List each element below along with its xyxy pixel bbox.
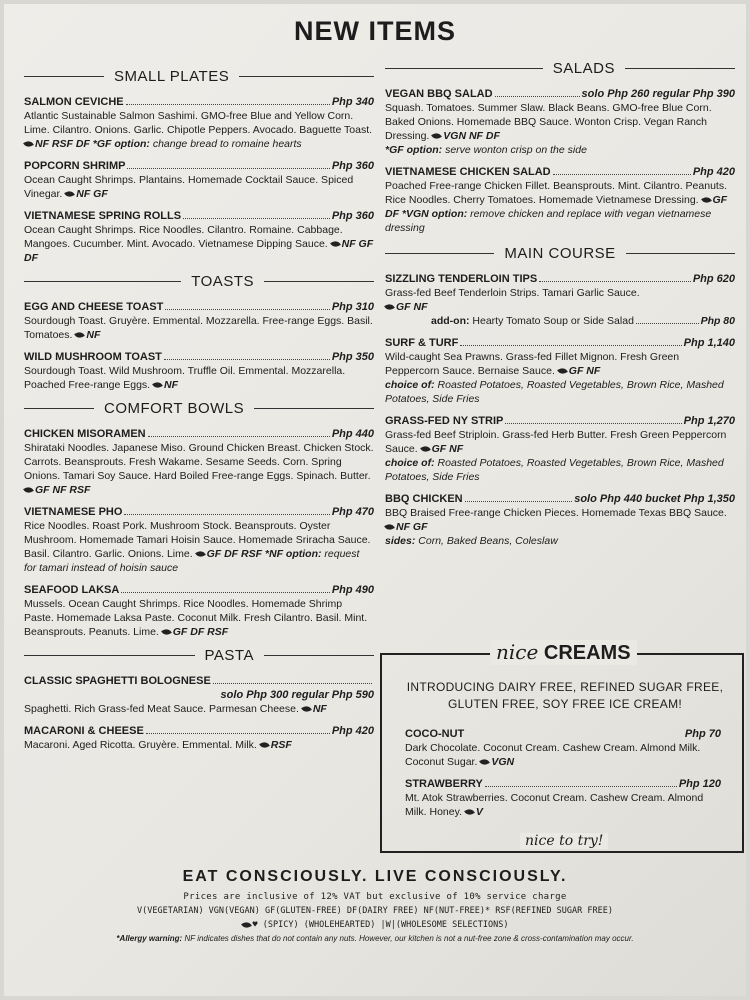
menu-item	[385, 165, 735, 235]
item-tags: V	[475, 806, 483, 818]
leaf-icon	[420, 445, 431, 454]
spicy-icon	[241, 920, 252, 929]
item-tags: GF NF RSF	[35, 484, 91, 496]
item-name: SALMON CEVICHE	[24, 96, 124, 108]
divider	[239, 76, 374, 77]
section-pasta	[24, 647, 374, 664]
item-price: Php 70	[684, 728, 721, 740]
item-price: Php 120	[678, 778, 721, 790]
leaf-icon	[301, 705, 312, 714]
item-price: Php 620	[692, 273, 735, 285]
menu-item	[24, 159, 374, 201]
item-description: Shirataki Noodles. Japanese Miso. Ground Chicken Breast. Chicken Stock. Carrots. Beansprouts. Fresh Wakame. Sesame Seeds. Corn. Spring Onions. Tamari Soy Sauce. Hard Boiled Free-range Eggs. Spinach. Butter.	[24, 442, 374, 482]
menu-item	[385, 336, 735, 406]
item-name: VIETNAMESE PHO	[24, 506, 123, 518]
nice-creams-items	[405, 727, 721, 827]
menu-item	[24, 674, 374, 716]
menu-item	[24, 350, 374, 392]
left-column	[24, 60, 374, 760]
item-tags: GF DF RSF	[206, 548, 262, 560]
item-description: Mt. Atok Strawberries. Coconut Cream. Cashew Cream. Almond Milk. Honey.	[405, 792, 704, 818]
item-tags: GF DF RSF	[172, 626, 229, 638]
option-text: Roasted Potatoes, Roasted Vegetables, Brown Rice, Mashed Potatoes, Side Fries	[385, 457, 724, 483]
item-price: Php 440	[331, 428, 374, 440]
option-label: *VGN option:	[401, 208, 468, 220]
item-name: VEGAN BBQ SALAD	[385, 88, 493, 100]
item-tags: NF RSF DF	[35, 138, 90, 150]
leaf-icon	[384, 523, 395, 532]
item-price: Php 1,140	[683, 337, 735, 349]
item-tags: GF NF	[431, 443, 464, 455]
leaf-icon	[75, 331, 86, 340]
item-name: COCO-NUT	[405, 728, 465, 740]
item-description: Wild-caught Sea Prawns. Grass-fed Fillet Mignon. Fresh Green Peppercorn Sauce. Bernaise Sauce.	[385, 351, 680, 377]
menu-item	[24, 583, 374, 639]
section-salads	[385, 60, 735, 77]
addon-label: add-on:	[431, 315, 470, 327]
leaf-icon	[259, 741, 270, 750]
item-price: Php 310	[331, 301, 374, 313]
item-price: solo Php 300 regular Php 590	[220, 689, 374, 701]
item-name: POPCORN SHRIMP	[24, 160, 126, 172]
item-price: Php 350	[331, 351, 374, 363]
option-label: *NF option:	[264, 548, 322, 560]
item-tags: NF	[86, 329, 101, 341]
title-script: nice	[496, 640, 539, 664]
menu-item	[24, 95, 374, 151]
item-tags: GF DF	[385, 194, 728, 220]
item-description: Ocean Caught Shrimps. Rice Noodles. Cilantro. Romaine. Cabbage. Mangoes. Cucumber. Mint. Avocado. Vietnamese Dipping Sauce.	[24, 224, 343, 250]
divider	[626, 253, 735, 254]
item-tags: GF NF	[396, 301, 428, 313]
menu-item	[24, 505, 374, 575]
option-text: request for tamari instead of hoisin sauce	[24, 548, 360, 574]
item-tags: RSF	[270, 739, 292, 751]
item-description: Sourdough Toast. Wild Mushroom. Truffle Oil. Emmental. Mozzarella. Poached Free-range Eggs.	[24, 365, 346, 391]
leaf-icon	[431, 132, 442, 141]
price-note: Prices are inclusive of 12% VAT but exclusive of 10% service charge	[183, 892, 567, 902]
item-description: Dark Chocolate. Coconut Cream. Cashew Cream. Almond Milk. Coconut Sugar.	[405, 742, 701, 768]
section-heading: COMFORT BOWLS	[104, 400, 245, 417]
menu-item	[405, 777, 721, 819]
allergy-warning	[0, 934, 750, 943]
item-description: Ocean Caught Shrimps. Plantains. Homemade Cocktail Sauce. Spiced Vinegar.	[24, 174, 354, 200]
item-name: CLASSIC SPAGHETTI BOLOGNESE	[24, 675, 211, 687]
section-heading: SMALL PLATES	[114, 68, 230, 85]
leaf-icon	[23, 486, 34, 495]
item-price: solo Php 260 regular Php 390	[581, 88, 735, 100]
item-name: VIETNAMESE CHICKEN SALAD	[385, 166, 551, 178]
item-name: SIZZLING TENDERLOIN TIPS	[385, 273, 538, 285]
menu-item	[24, 724, 374, 752]
item-description: Atlantic Sustainable Salmon Sashimi. GMO-free Blue and Yellow Corn. Lime. Cilantro. Onions. Garlic. Chipotle Peppers. Avocado. Baguette Toast.	[24, 110, 373, 136]
leaf-icon	[464, 808, 475, 817]
symbol-legend-text: (SPICY) (WHOLEHEARTED) |W|(WHOLESOME SELECTIONS)	[262, 920, 509, 930]
item-tags: NF	[312, 703, 327, 715]
item-name: GRASS-FED NY STRIP	[385, 415, 504, 427]
leaf-icon	[64, 190, 75, 199]
nice-creams-title	[490, 640, 637, 665]
item-name: VIETNAMESE SPRING ROLLS	[24, 210, 182, 222]
menu-item	[24, 209, 374, 265]
item-price: solo Php 440 bucket Php 1,350	[574, 493, 735, 505]
item-name: SURF & TURF	[385, 337, 459, 349]
divider	[24, 408, 94, 409]
option-label: choice of:	[385, 457, 435, 469]
item-tags: GF NF	[568, 365, 601, 377]
item-price: Php 360	[331, 160, 374, 172]
item-description: BBQ Braised Free-range Chicken Pieces. Homemade Texas BBQ Sauce.	[385, 507, 727, 519]
menu-item	[385, 272, 735, 328]
option-label: *GF option:	[92, 138, 150, 150]
item-name: SEAFOOD LAKSA	[24, 584, 120, 596]
item-description: Grass-fed Beef Striploin. Grass-fed Herb Butter. Fresh Green Peppercorn Sauce.	[385, 429, 727, 455]
item-description: Macaroni. Aged Ricotta. Gruyère. Emmental. Milk.	[24, 739, 257, 751]
divider	[24, 281, 181, 282]
section-toasts	[24, 273, 374, 290]
allergy-text: NF indicates dishes that do not contain any nuts. However, our kitchen is not a nut-free zone & cross-contamination may occur.	[184, 934, 634, 943]
allergy-label: *Allergy warning:	[116, 934, 183, 943]
item-name: STRAWBERRY	[405, 778, 483, 790]
nice-to-try-tagline: nice to try!	[520, 833, 608, 849]
option-text: remove chicken and replace with vegan vietnamese dressing	[385, 208, 712, 234]
item-description: Spaghetti. Rich Grass-fed Meat Sauce. Parmesan Cheese.	[24, 703, 299, 715]
intro-line: INTRODUCING DAIRY FREE, REFINED SUGAR FREE,	[406, 680, 724, 694]
leaf-icon	[195, 550, 206, 559]
divider	[24, 655, 195, 656]
divider	[385, 68, 543, 69]
section-comfort-bowls	[24, 400, 374, 417]
option-text: Roasted Potatoes, Roasted Vegetables, Brown Rice, Mashed Potatoes, Side Fries	[385, 379, 724, 405]
item-name: WILD MUSHROOM TOAST	[24, 351, 162, 363]
nice-creams-intro	[395, 679, 735, 713]
item-description: Grass-fed Beef Tenderloin Strips. Tamari Garlic Sauce.	[385, 287, 640, 299]
menu-item	[405, 727, 721, 769]
item-description: Sourdough Toast. Gruyère. Emmental. Mozzarella. Free-range Eggs. Basil. Tomatoes.	[24, 315, 373, 341]
item-description: Mussels. Ocean Caught Shrimps. Rice Noodles. Homemade Shrimp Paste. Homemade Laksa Paste. Coconut Milk. Fresh Cilantro. Basil. Mint. Beansprouts. Peanuts. Lime.	[24, 598, 368, 638]
leaf-icon	[479, 758, 490, 767]
item-price: Php 420	[331, 725, 374, 737]
leaf-icon	[330, 240, 341, 249]
diet-legend: V(VEGETARIAN) VGN(VEGAN) GF(GLUTEN-FREE) DF(DAIRY FREE) NF(NUT-FREE)* RSF(REFINED SUGAR FREE)	[137, 906, 613, 916]
option-text: serve wonton crisp on the side	[445, 144, 587, 156]
item-price: Php 490	[331, 584, 374, 596]
right-column	[385, 60, 735, 556]
item-tags: NF GF DF	[24, 238, 374, 264]
item-name: MACARONI & CHEESE	[24, 725, 144, 737]
footer	[0, 868, 750, 943]
section-heading: MAIN COURSE	[504, 245, 616, 262]
section-small-plates	[24, 68, 374, 85]
item-name: BBQ CHICKEN	[385, 493, 463, 505]
leaf-icon	[384, 303, 395, 312]
menu-item	[385, 414, 735, 484]
item-description: Rice Noodles. Roast Pork. Mushroom Stock. Beansprouts. Oyster Mushroom. Homemade Tamari Hoisin Sauce. Homemade Sriracha Sauce. Basil. Cilantro. Garlic. Onions. Lime.	[24, 520, 371, 560]
item-tags: NF GF	[76, 188, 108, 200]
section-main-course	[385, 245, 735, 262]
option-label: *GF option:	[385, 144, 443, 156]
option-text: change bread to romaine hearts	[152, 138, 302, 150]
item-description: Poached Free-range Chicken Fillet. Beansprouts. Mint. Cilantro. Peanuts. Rice Noodles. Cherry Tomatoes. Homemade Vietnamese Dressing.	[385, 180, 728, 206]
item-tags: VGN NF DF	[443, 130, 500, 142]
menu-item	[24, 300, 374, 342]
item-tags: NF GF	[396, 521, 428, 533]
section-heading: PASTA	[204, 647, 254, 664]
addon-price: Php 80	[700, 315, 735, 327]
leaf-icon	[23, 140, 34, 149]
divider	[625, 68, 735, 69]
menu-item	[385, 492, 735, 548]
leaf-icon	[152, 381, 163, 390]
addon-text: Hearty Tomato Soup or Side Salad	[472, 315, 634, 327]
item-price: Php 340	[331, 96, 374, 108]
leaf-icon	[161, 628, 172, 637]
footer-slogan: EAT CONSCIOUSLY. LIVE CONSCIOUSLY.	[182, 868, 568, 885]
option-label: sides:	[385, 535, 416, 547]
leaf-icon	[557, 367, 568, 376]
heart-icon: ♥	[252, 920, 258, 930]
menu-item	[24, 427, 374, 497]
option-text: Corn, Baked Beans, Coleslaw	[418, 535, 558, 547]
page-title: NEW ITEMS	[294, 16, 456, 46]
item-description: Squash. Tomatoes. Summer Slaw. Black Beans. GMO-free Blue Corn. Baked Onions. Homemade BBQ Sauce. Wonton Crisp. Vegan Ranch Dressing.	[385, 102, 712, 142]
item-price: Php 420	[692, 166, 735, 178]
item-tags: VGN	[491, 756, 515, 768]
leaf-icon	[701, 196, 712, 205]
item-name: CHICKEN MISORAMEN	[24, 428, 146, 440]
item-name: EGG AND CHEESE TOAST	[24, 301, 164, 313]
item-price: Php 1,270	[683, 415, 735, 427]
item-price: Php 360	[331, 210, 374, 222]
menu-item	[385, 87, 735, 157]
divider	[24, 76, 104, 77]
symbol-legend	[0, 920, 750, 930]
item-price: Php 470	[331, 506, 374, 518]
item-tags: NF	[164, 379, 178, 391]
divider	[264, 655, 374, 656]
divider	[264, 281, 374, 282]
intro-line: GLUTEN FREE, SOY FREE ICE CREAM!	[447, 697, 683, 711]
divider	[385, 253, 494, 254]
option-label: choice of:	[385, 379, 435, 391]
section-heading: SALADS	[552, 60, 615, 77]
divider	[254, 408, 374, 409]
section-heading: TOASTS	[191, 273, 254, 290]
title-rest: CREAMS	[543, 642, 631, 664]
